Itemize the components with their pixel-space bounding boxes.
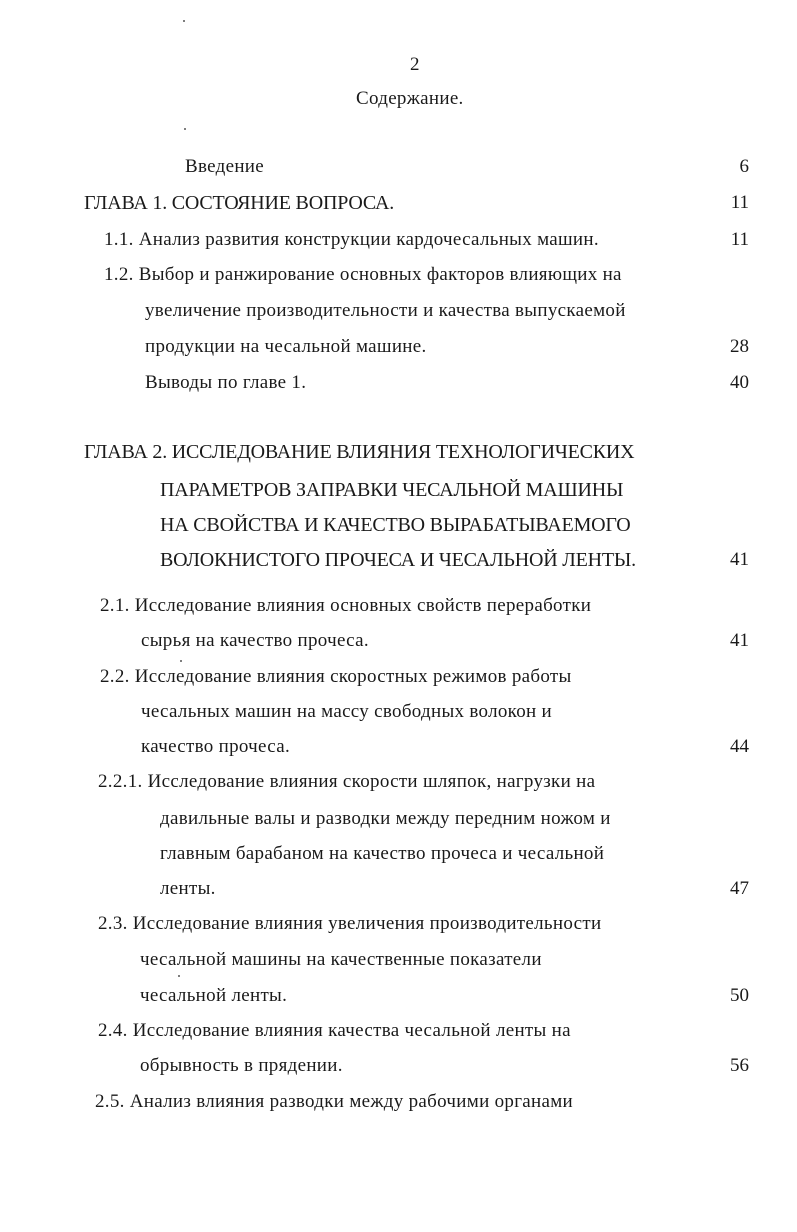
toc-chapter2-line3: НА СВОЙСТВА И КАЧЕСТВО ВЫРАБАТЫВАЕМОГО xyxy=(160,514,631,536)
toc-s22-line3: качество прочеса. xyxy=(141,736,290,757)
toc-s24-line1: 2.4. Исследование влияния качества чесальной ленты на xyxy=(98,1020,571,1041)
toc-s12-line3: продукции на чесальной машине. xyxy=(145,336,427,357)
toc-s12-page: 28 xyxy=(730,336,749,357)
toc-s11-label: 1.1. Анализ развития конструкции кардочесальных машин. xyxy=(104,229,599,250)
scan-speck xyxy=(183,20,185,22)
scan-speck xyxy=(184,128,186,130)
page-title: Содержание. xyxy=(356,88,464,109)
toc-intro-label: Введение xyxy=(185,156,264,177)
toc-s221-line4: ленты. xyxy=(160,878,216,899)
toc-s221-line2: давильные валы и разводки между передним ножом и xyxy=(160,808,611,829)
toc-s21-line1: 2.1. Исследование влияния основных свойств переработки xyxy=(100,595,592,616)
toc-s23-line1: 2.3. Исследование влияния увеличения производительности xyxy=(98,913,602,934)
toc-s23-line3: чесальной ленты. xyxy=(140,985,288,1006)
toc-s25-line1: 2.5. Анализ влияния разводки между рабочими органами xyxy=(95,1091,574,1112)
toc-chapter1-page: 11 xyxy=(730,192,749,213)
toc-s221-page: 47 xyxy=(730,878,749,899)
toc-ch1-conclusions-label: Выводы по главе 1. xyxy=(145,372,307,393)
toc-s21-line2: сырья на качество прочеса. xyxy=(141,630,369,651)
toc-s24-line2: обрывность в прядении. xyxy=(140,1055,343,1076)
toc-s23-page: 50 xyxy=(730,985,749,1006)
scan-speck xyxy=(178,975,180,977)
toc-s21-page: 41 xyxy=(730,630,749,651)
toc-intro-page: 6 xyxy=(739,156,749,177)
scan-speck xyxy=(180,660,182,662)
toc-s24-page: 56 xyxy=(730,1055,749,1076)
toc-s22-page: 44 xyxy=(730,736,749,757)
toc-chapter2-line1: ГЛАВА 2. ИССЛЕДОВАНИЕ ВЛИЯНИЯ ТЕХНОЛОГИЧЕСКИХ xyxy=(84,441,635,463)
toc-chapter2-line2: ПАРАМЕТРОВ ЗАПРАВКИ ЧЕСАЛЬНОЙ МАШИНЫ xyxy=(160,479,624,501)
toc-s12-line2: увеличение производительности и качества выпускаемой xyxy=(145,300,626,321)
toc-s22-line1: 2.2. Исследование влияния скоростных режимов работы xyxy=(100,666,572,687)
page-number: 2 xyxy=(410,54,420,75)
toc-s12-line1: 1.2. Выбор и ранжирование основных факторов влияющих на xyxy=(104,264,622,285)
toc-ch1-conclusions-page: 40 xyxy=(730,372,749,393)
toc-chapter1-title: ГЛАВА 1. СОСТОЯНИЕ ВОПРОСА. xyxy=(84,192,395,214)
toc-chapter2-line4: ВОЛОКНИСТОГО ПРОЧЕСА И ЧЕСАЛЬНОЙ ЛЕНТЫ. xyxy=(160,549,636,571)
toc-s11-page: 11 xyxy=(730,229,749,250)
toc-s221-line1: 2.2.1. Исследование влияния скорости шляпок, нагрузки на xyxy=(98,771,596,792)
toc-chapter2-page: 41 xyxy=(730,549,749,570)
toc-s22-line2: чесальных машин на массу свободных волокон и xyxy=(141,701,553,722)
toc-s221-line3: главным барабаном на качество прочеса и чесальной xyxy=(160,843,605,864)
toc-s23-line2: чесальной машины на качественные показатели xyxy=(140,949,542,970)
